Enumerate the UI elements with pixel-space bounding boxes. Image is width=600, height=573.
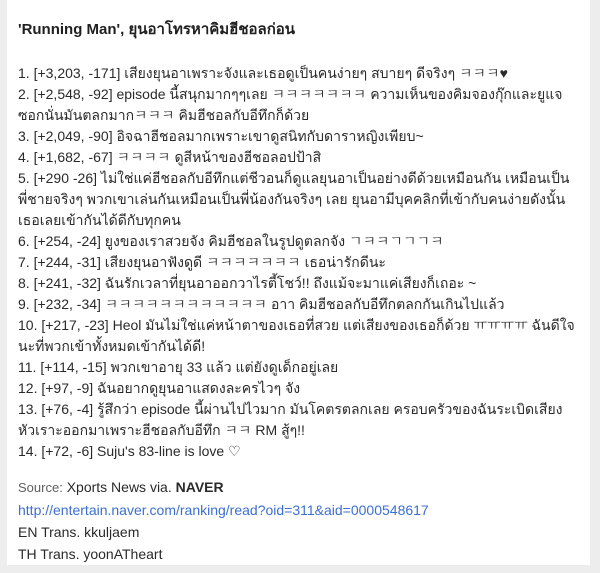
source-block: [18, 476, 576, 565]
comment-number: 11.: [18, 359, 37, 375]
comment-item: [18, 231, 576, 252]
comment-number: 4.: [18, 149, 30, 165]
comment-item: [18, 126, 576, 147]
comment-item: [18, 273, 576, 294]
comment-votes: [+76, -4]: [41, 401, 94, 417]
comment-item: [18, 315, 576, 357]
comment-list: [18, 63, 576, 462]
comment-votes: [+254, -24]: [33, 233, 101, 249]
comment-number: 14.: [18, 443, 38, 459]
comment-text: Suju's 83-line is love ♡: [97, 443, 241, 459]
comment-number: 9.: [18, 296, 30, 312]
th-translator-credit: TH Trans. yoonATheart: [18, 546, 163, 562]
comment-text: ฉันอยากดูยุนอาแสดงละครไวๆ จัง: [97, 380, 301, 396]
comment-text: ยูงของเราสวยจัง คิมฮีชอลในรูปดูตลกจัง ㄱㅋㅋㄱㄱㄱㅋ: [104, 233, 444, 249]
comment-votes: [+232, -34]: [33, 296, 101, 312]
comment-number: 5.: [18, 170, 30, 186]
comment-item: [18, 63, 576, 84]
comment-item: [18, 252, 576, 273]
comment-text: ㅋㅋㅋㅋ ดูสีหน้าของฮีชอลอปป้าสิ: [116, 149, 322, 165]
comment-item: [18, 147, 576, 168]
comment-votes: [+241, -32]: [33, 275, 101, 291]
comment-text: Heol มันไม่ใช่แค่หน้าตาของเธอที่สวย แต่เสียงของเธอก็ด้วย ㅠㅠㅠㅠ ฉันดีใจนะที่พวกเข้าทั้งหมดเข้ากันได้ดี!: [18, 317, 575, 354]
comment-number: 13.: [18, 401, 38, 417]
comment-text: พวกเขาอายุ 33 แล้ว แต่ยังดูเด็กอยู่เลย: [110, 359, 339, 375]
comment-text: รู้สึกว่า episode นี้ผ่านไปไวมาก มันโคตรตลกเลย ครอบครัวของฉันระเบิดเสียงหัวเราะออกมาเพราะฮีชอลกับอีทึก ㅋㅋ RM สู้ๆ!!: [18, 401, 563, 438]
comment-votes: [+244, -31]: [33, 254, 101, 270]
comment-votes: [+114, -15]: [40, 359, 107, 375]
source-label: Source:: [18, 480, 63, 495]
comment-votes: [+217, -23]: [41, 317, 109, 333]
comment-number: 1.: [18, 65, 30, 81]
comment-text: ฉันรักเวลาที่ยุนอาออกวาไรตี้โชว์!! ถึงแม้จะมาแค่เสียงก็เถอะ ~: [104, 275, 477, 291]
comment-item: [18, 294, 576, 315]
source-text: Xports News via.: [66, 479, 172, 495]
comment-votes: [+72, -6]: [41, 443, 94, 459]
content-card: [7, 0, 590, 565]
comment-votes: [+290 -26]: [33, 170, 98, 186]
comment-text: เสียงยุนอาฟังดูดี ㅋㅋㅋㅋㅋㅋㅋ เธอน่ารักดีนะ: [104, 254, 386, 270]
comment-item: [18, 441, 576, 462]
comment-item: [18, 357, 576, 378]
source-line: [18, 476, 576, 499]
comment-text: เสียงยุนอาเพราะจังและเธอดูเป็นคนง่ายๆ สบายๆ ดีจริงๆ ㅋㅋㅋ♥: [124, 65, 508, 81]
comment-number: 3.: [18, 128, 30, 144]
comment-number: 8.: [18, 275, 30, 291]
comment-votes: [+2,548, -92]: [33, 86, 113, 102]
comment-number: 2.: [18, 86, 30, 102]
comment-text: episode นี้สนุกมากๆๆเลย ㅋㅋㅋㅋㅋㅋㅋ ความเห็นของคิมจองกุ๊กและยูแจซอกนั่นมันตลกมากㅋㅋㅋ คิมฮีชอลกับอีทึกก็ด้วย: [18, 86, 563, 123]
comment-number: 12.: [18, 380, 38, 396]
comment-votes: [+3,203, -171]: [33, 65, 121, 81]
en-translator-credit: EN Trans. kkuljaem: [18, 524, 140, 540]
comment-item: [18, 168, 576, 231]
comment-item: [18, 378, 576, 399]
comment-number: 7.: [18, 254, 30, 270]
comment-text: ไม่ใช่แค่ฮีชอลกับอีทึกแต่ชีวอนก็ดูแลยุนอาเป็นอย่างดีด้วยเหมือนกัน เหมือนเป็นพี่ชายจริงๆ พวกเขาเล่นกันเหมือนเป็นพี่น้องกันจริงๆ เลย ยุนอามีบุคคลิกที่เข้ากับคนง่ายดังนั้นเธอเลยเข้ากันได้ดีกับทุกคน: [18, 170, 570, 228]
comment-item: [18, 84, 576, 126]
page-title: 'Running Man', ยุนอาโทรหาคิมฮีชอลก่อน: [18, 21, 296, 38]
comment-number: 10.: [18, 317, 38, 333]
comment-votes: [+2,049, -90]: [33, 128, 113, 144]
comment-text: อิจฉาฮีชอลมากเพราะเขาดูสนิทกับดาราหญิงเพียบ~: [116, 128, 424, 144]
comment-number: 6.: [18, 233, 30, 249]
comment-votes: [+97, -9]: [41, 380, 94, 396]
source-brand: NAVER: [175, 479, 224, 495]
comment-votes: [+1,682, -67]: [33, 149, 113, 165]
comment-item: [18, 399, 576, 441]
comment-text: ㅋㅋㅋㅋㅋㅋㅋㅋㅋㅋㅋㅋ อาา คิมฮีชอลกับอีทึกตลกกันเกินไปแล้ว: [104, 296, 505, 312]
source-link[interactable]: http://entertain.naver.com/ranking/read?oid=311&aid=0000548617: [18, 502, 429, 518]
